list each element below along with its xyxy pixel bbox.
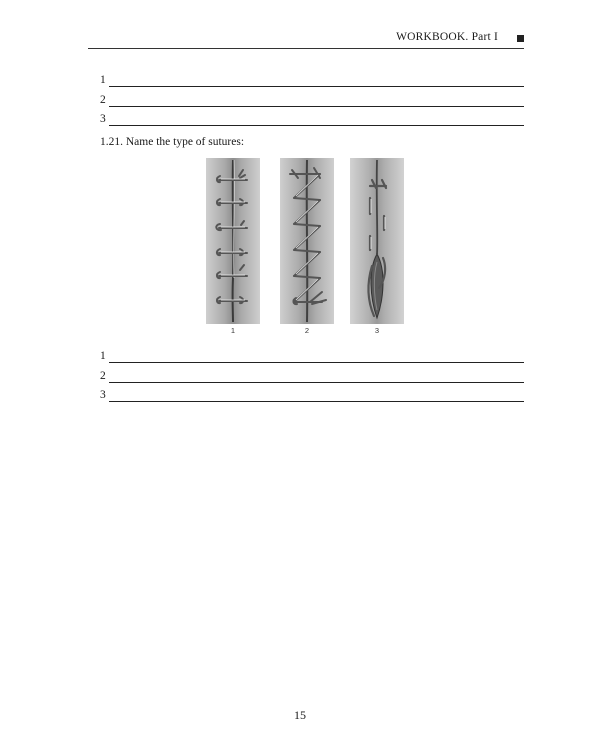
square-bullet-icon [517, 35, 524, 42]
answer-line-bottom-3[interactable] [100, 389, 524, 403]
answer-line-bottom-1[interactable] [100, 350, 524, 364]
intradermal-suture-icon [350, 158, 404, 324]
answer-rule [109, 106, 524, 107]
answer-number: 2 [100, 370, 106, 382]
figure-label-1: 1 [230, 326, 236, 335]
answer-rule [109, 125, 524, 126]
answer-rule [109, 362, 524, 363]
answer-number: 3 [100, 389, 106, 401]
answer-number: 3 [100, 113, 106, 125]
figure-label-3: 3 [374, 326, 380, 335]
answer-number: 1 [100, 74, 106, 86]
answer-number: 2 [100, 94, 106, 106]
page-number: 15 [294, 708, 306, 722]
interrupted-suture-icon [206, 158, 260, 324]
continuous-suture-icon [280, 158, 334, 324]
header-title: WORKBOOK. Part I [396, 31, 498, 43]
answer-number: 1 [100, 350, 106, 362]
answer-line-bottom-2[interactable] [100, 370, 524, 384]
answer-rule [109, 382, 524, 383]
answer-line-top-1[interactable] [100, 74, 524, 88]
running-header [88, 30, 524, 49]
answer-line-top-3[interactable] [100, 113, 524, 127]
answer-rule [109, 401, 524, 402]
answer-line-top-2[interactable] [100, 94, 524, 108]
answer-rule [109, 86, 524, 87]
question-text: 1.21. Name the type of sutures: [100, 136, 245, 148]
figure-label-2: 2 [304, 326, 310, 335]
